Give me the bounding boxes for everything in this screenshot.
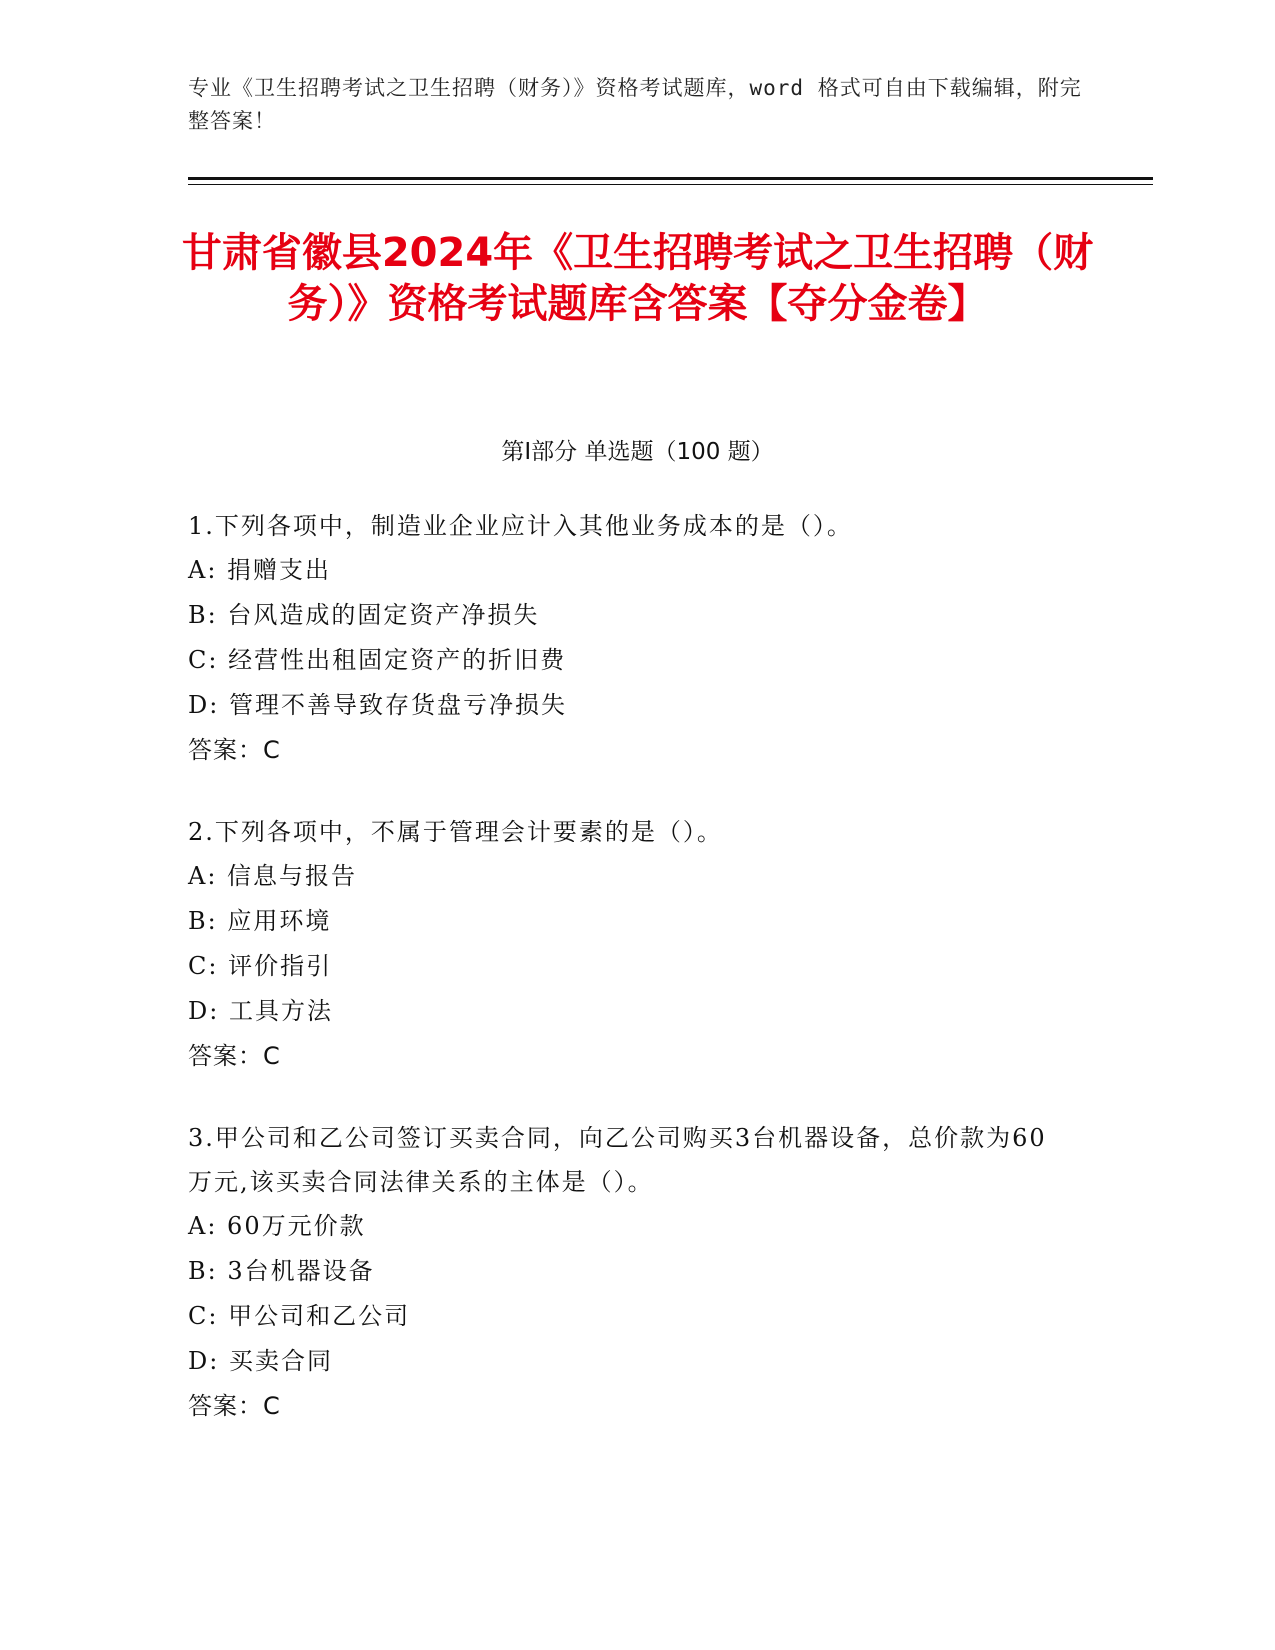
answer: 答案：C	[188, 1392, 281, 1420]
answer: 答案：C	[188, 736, 281, 764]
question-2	[188, 810, 1068, 1079]
header-rule-thin	[188, 184, 1153, 185]
answer: 答案：C	[188, 1042, 281, 1070]
document-title: 甘肃省徽县2024年《卫生招聘考试之卫生招聘（财务）》资格考试题库含答案【夺分金卷】	[181, 230, 1094, 327]
option-b: B: 3台机器设备	[188, 1257, 375, 1285]
option-b: B: 台风造成的固定资产净损失	[188, 601, 540, 629]
question-stem: 1.下列各项中，制造业企业应计入其他业务成本的是（）。	[188, 512, 853, 540]
option-c: C: 经营性出租固定资产的折旧费	[188, 646, 567, 674]
option-d: D: 管理不善导致存货盘亏净损失	[188, 691, 567, 719]
question-stem: 2.下列各项中，不属于管理会计要素的是（）。	[188, 818, 723, 846]
option-a: A: 捐赠支出	[188, 556, 332, 584]
question-stem: 3.甲公司和乙公司签订买卖合同，向乙公司购买3台机器设备，总价款为60万元,该买卖合同法律关系的主体是（）。	[188, 1124, 1047, 1196]
section-title: 第Ⅰ部分 单选题（100 题）	[501, 439, 774, 465]
question-3	[188, 1116, 1068, 1429]
option-c: C: 评价指引	[188, 952, 333, 980]
option-a: A: 60万元价款	[188, 1212, 366, 1240]
option-d: D: 工具方法	[188, 997, 333, 1025]
header-note: 专业《卫生招聘考试之卫生招聘（财务）》资格考试题库，word 格式可自由下载编辑，附完整答案！	[188, 76, 1082, 133]
option-c: C: 甲公司和乙公司	[188, 1302, 411, 1330]
header-rule-thick	[188, 177, 1153, 180]
question-1	[188, 504, 1068, 773]
option-a: A: 信息与报告	[188, 862, 358, 890]
option-d: D: 买卖合同	[188, 1347, 333, 1375]
option-b: B: 应用环境	[188, 907, 332, 935]
